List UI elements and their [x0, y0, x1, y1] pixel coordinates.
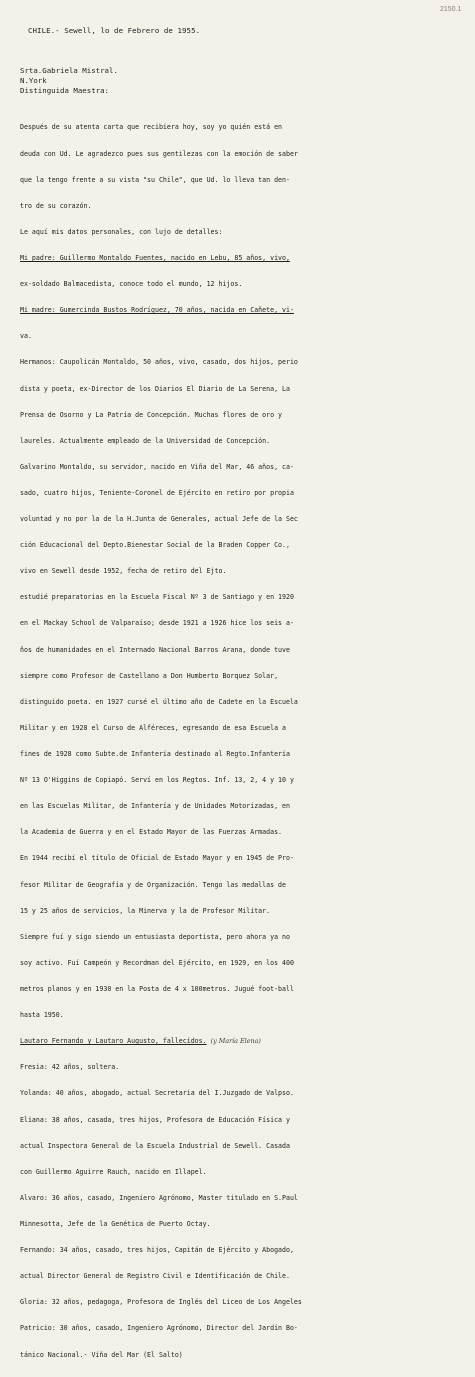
deceased-siblings-line — [20, 1037, 466, 1046]
body-line: la Academia de Guerra y en el Estado Mayor de las Fuerzas Armadas. — [20, 828, 283, 837]
body-line: 15 y 25 años de servicios, la Minerva y la de Profesor Militar. — [20, 906, 271, 915]
deceased-siblings-text: Lautaro Fernando y Lautaro Augusto, fallecidos. — [20, 1037, 207, 1046]
body-line: Prensa de Osorno y La Patria de Concepción. Muchas flores de oro y — [20, 410, 283, 419]
body-line: Galvarino Montaldo, su servidor, nacido en Viña del Mar, 46 años, ca- — [20, 462, 294, 471]
salutation: Distinguida Maestra: — [20, 86, 109, 95]
letter-dateline: CHILE.- Sewell, lo de Febrero de 1955. — [28, 26, 201, 35]
body-line: voluntad y no por la de la H.Junta de Generales, actual Jefe de la Sec — [20, 515, 298, 524]
body-line: Le aquí mis datos personales, con lujo de detalles: — [20, 227, 223, 236]
body-line: laureles. Actualmente empleado de la Universidad de Concepción. — [20, 436, 271, 445]
body-line: Después de su atenta carta que recibiera hoy, soy yo quién está en — [20, 123, 283, 132]
body-line: tro de su corazón. — [20, 201, 92, 210]
siblings-line: Hermanos: Caupolicán Montaldo, 50 años, vivo, casado, dos hijos, perio — [20, 358, 298, 367]
body-line: Minnesotta, Jefe de la Genética de Puerto Octay. — [20, 1220, 211, 1228]
alvaro-line: Alvaro: 36 años, casado, Ingeniero Agrónomo, Master titulado en S.Paul — [20, 1193, 298, 1202]
mother-line: Mi madre: Gumercinda Bustos Rodríguez, 70 años, nacida en Cañete, vi- — [20, 306, 294, 315]
body-line: dista y poeta, ex-Director de los Diarios El Diario de La Serena, La — [20, 384, 290, 393]
body-line: fines de 1928 como Subte.de Infantería destinado al Regto.Infantería — [20, 750, 290, 759]
body-line: vivo en Sewell desde 1952, fecha de retiro del Ejto. — [20, 567, 227, 576]
body-line: en el Mackay School de Valparaíso; desde 1921 a 1926 hice los seis a- — [20, 619, 294, 628]
body-line: soy activo. Fuí Campeón y Recordman del Ejército, en 1929, en los 400 — [20, 958, 294, 967]
body-line: va. — [20, 332, 32, 341]
body-line: sado, cuatro hijos, Teniente-Coronel de Ejército en retiro por propia — [20, 488, 294, 497]
body-line: ex-soldado Balmacedista, conoce todo el mundo, 12 hijos. — [20, 280, 243, 289]
fresia-line: Fresia: 42 años, soltera. — [20, 1063, 120, 1072]
patricio-line: Patricio: 30 años, casado, Ingeniero Agrónomo, Director del Jardín Bo- — [20, 1324, 298, 1333]
yolanda-line: Yolanda: 40 años, abogado, actual Secretaria del I.Juzgado de Valpso. — [20, 1089, 294, 1098]
letter-body — [20, 106, 466, 1377]
body-line: hasta 1950. — [20, 1011, 64, 1020]
body-line: Nº 13 O'Higgins de Copiapó. Serví en los Regtos. Inf. 13, 2, 4 y 10 y — [20, 776, 294, 785]
body-line: estudié preparatorias en la Escuela Fiscal Nº 3 de Santiago y en 1920 — [20, 593, 294, 602]
body-line: siempre como Profesor de Castellano a Don Humberto Borquez Solar, — [20, 671, 279, 680]
body-line: Militar y en 1928 el Curso de Alféreces, egresando de esa Escuela a — [20, 723, 286, 732]
body-line: que la tengo frente a su vista "su Chile", que Ud. lo lleva tan den- — [20, 175, 290, 184]
eliana-line: Eliana: 38 años, casada, tres hijos, Profesora de Educación Física y — [20, 1115, 290, 1124]
body-line: distinguido poeta. en 1927 cursé el último año de Cadete en la Escuela — [20, 697, 298, 706]
gloria-line: Gloria: 32 años, pedagoga, Profesora de Inglés del Liceo de Los Angeles — [20, 1298, 302, 1307]
addressee-name: Srta.Gabriela Mistral. — [20, 66, 118, 75]
body-line: actual Director General de Registro Civil e Identificación de Chile. — [20, 1272, 290, 1281]
archive-ref-number: 2150.1 — [440, 6, 462, 13]
body-line: actual Inspectora General de la Escuela Industrial de Sewell. Casada — [20, 1141, 290, 1150]
body-line: fesor Militar de Geografía y de Organización. Tengo las medallas de — [20, 880, 286, 889]
father-line: Mi padre: Guillermo Montaldo Fuentes, nacido en Lebu, 85 años, vivo, — [20, 253, 290, 262]
body-line: metros planos y en 1930 en la Posta de 4 x 100metros. Jugué foot-ball — [20, 985, 294, 994]
body-line: deuda con Ud. Le agradezco pues sus gentilezas con la emoción de saber — [20, 149, 298, 158]
body-line: En 1944 recibí el título de Oficial de Estado Mayor y en 1945 de Pro- — [20, 854, 294, 863]
fernando-line: Fernando: 34 años, casado, tres hijos, Capitán de Ejército y Abogado, — [20, 1246, 294, 1255]
body-line: ción Educacional del Depto.Bienestar Social de la Braden Copper Co., — [20, 541, 290, 550]
addressee-city: N.York — [20, 76, 47, 85]
body-line: ños de humanidades en el Internado Nacional Barros Arana, donde tuve — [20, 645, 290, 654]
handwritten-note: (y María Elena) — [210, 1037, 261, 1046]
body-line: tánico Nacional.- Viña del Mar (El Salto) — [20, 1350, 183, 1359]
body-line: en las Escuelas Militar, de Infantería y de Unidades Motorizadas, en — [20, 802, 290, 811]
body-line: Siempre fuí y sigo siendo un entusiasta deportista, pero ahora ya no — [20, 932, 290, 941]
body-line: con Guillermo Aguirre Rauch, nacido en Illapel. — [20, 1167, 207, 1176]
